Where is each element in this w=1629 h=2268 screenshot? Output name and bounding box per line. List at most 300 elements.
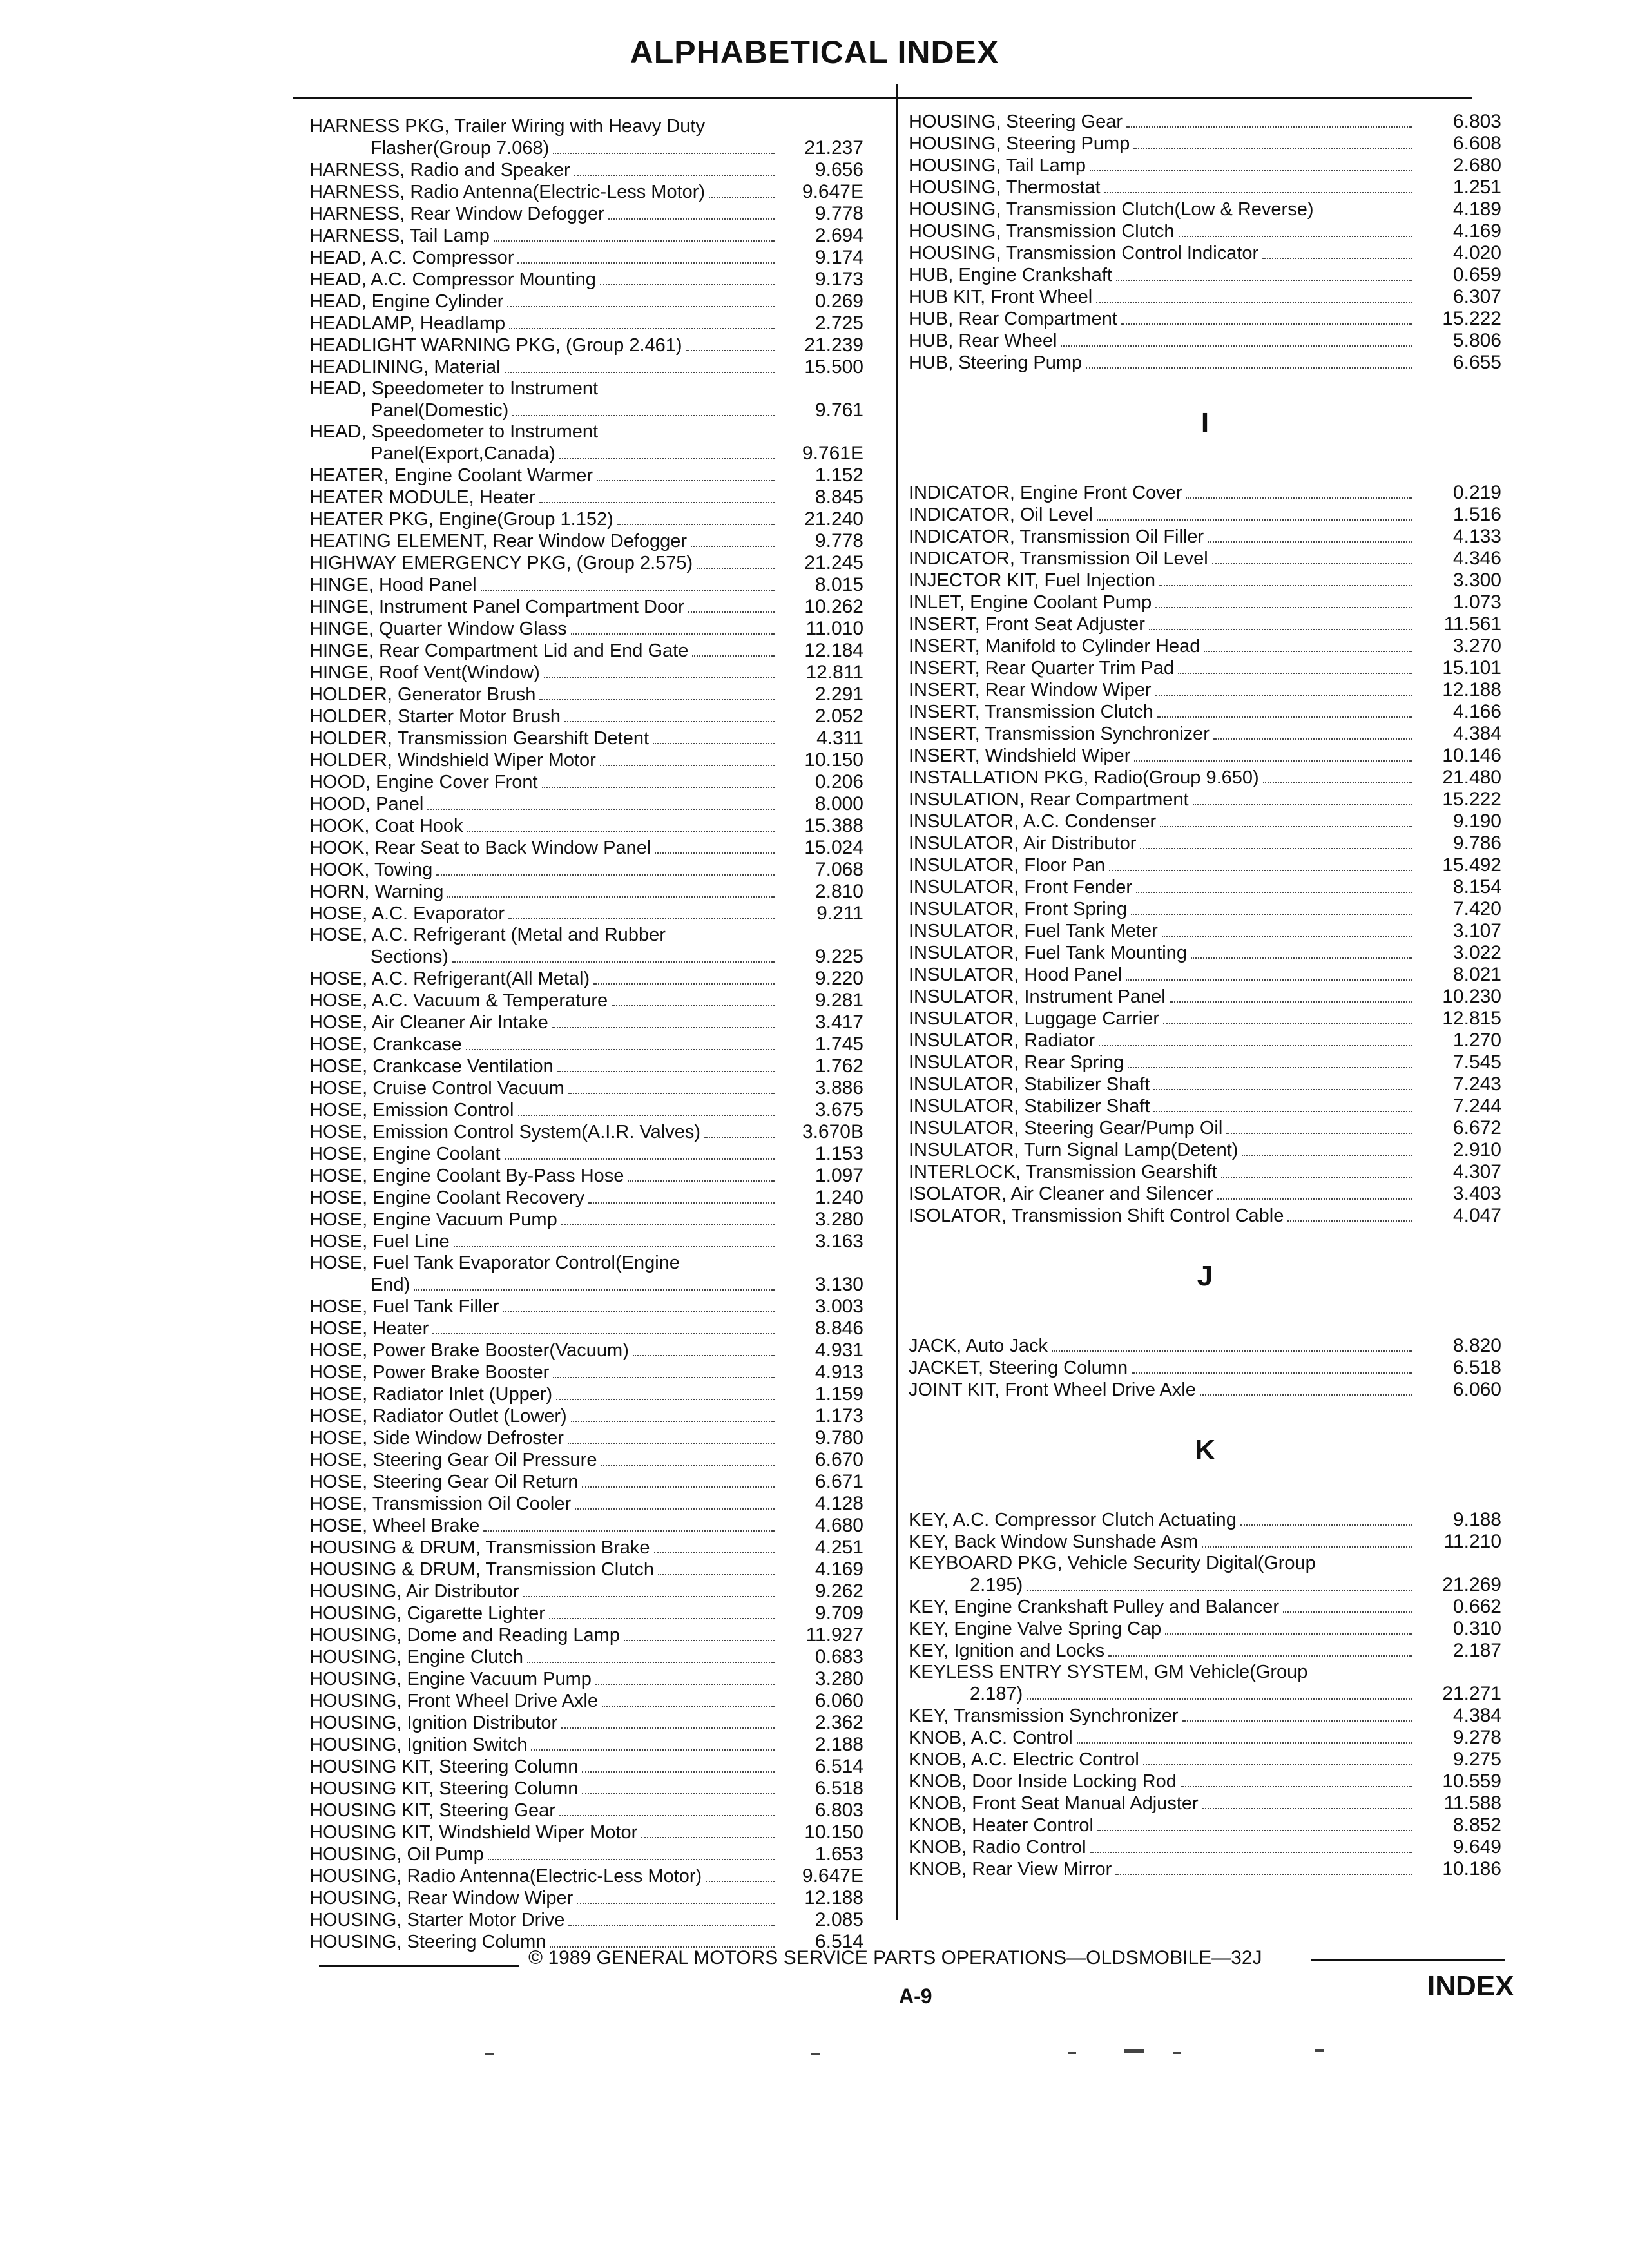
- index-entry: [909, 964, 1501, 986]
- dot-leader: [1126, 979, 1412, 981]
- entry-reference: 0.683: [815, 1646, 863, 1667]
- entry-name: Flasher(Group 7.068): [371, 138, 550, 159]
- entry-reference: 4.189: [1452, 198, 1501, 220]
- entry-reference: 11.561: [1443, 613, 1501, 635]
- entry-reference: 4.346: [1452, 548, 1501, 569]
- entry-reference: 4.128: [815, 1493, 863, 1514]
- dot-leader: [595, 1684, 775, 1685]
- entry-reference: 2.085: [815, 1909, 863, 1930]
- index-entry: [909, 1596, 1501, 1618]
- entry-reference: 8.846: [815, 1318, 863, 1339]
- dot-leader: [588, 1202, 775, 1204]
- dot-leader: [1143, 1764, 1412, 1765]
- index-entry: [309, 727, 863, 749]
- dot-leader: [1155, 695, 1412, 696]
- dot-leader: [508, 918, 775, 919]
- index-entry: [309, 1296, 863, 1318]
- index-entry: [909, 723, 1501, 745]
- entry-name: INSERT, Manifold to Cylinder Head: [909, 636, 1200, 657]
- dot-leader: [1165, 1633, 1412, 1635]
- entry-reference: 9.225: [815, 946, 863, 967]
- entry-name: KEYBOARD PKG, Vehicle Security Digital(Group: [909, 1553, 1316, 1573]
- index-entry: [909, 482, 1501, 504]
- entry-reference: 9.656: [815, 159, 863, 180]
- entry-name: HOSE, Crankcase Ventilation: [309, 1056, 554, 1077]
- index-entry: [309, 1253, 863, 1296]
- index-entry: [309, 1734, 863, 1756]
- entry-name: INSULATOR, Instrument Panel: [909, 986, 1166, 1007]
- dot-leader: [1090, 1852, 1412, 1853]
- index-entry: [909, 220, 1501, 242]
- entry-reference: 6.060: [815, 1690, 863, 1711]
- entry-name: INDICATOR, Transmission Oil Filler: [909, 526, 1204, 547]
- dot-leader: [1134, 760, 1412, 762]
- dot-leader: [467, 831, 775, 832]
- entry-name: Panel(Domestic): [371, 400, 509, 421]
- index-entry: [309, 1143, 863, 1165]
- index-entry: [309, 662, 863, 684]
- dot-leader: [1096, 302, 1412, 303]
- title-rule: [293, 97, 1472, 99]
- entry-name: HEAD, A.C. Compressor Mounting: [309, 269, 596, 290]
- entry-reference: 21.237: [804, 137, 863, 159]
- index-entry: [909, 1640, 1501, 1662]
- entry-name: HUB, Engine Crankshaft: [909, 265, 1112, 285]
- entry-name: INSULATOR, Fuel Tank Meter: [909, 921, 1158, 941]
- scan-speck: [811, 2053, 820, 2055]
- dot-leader: [494, 240, 775, 242]
- entry-name: HOUSING KIT, Steering Column: [309, 1756, 579, 1777]
- index-entry: [309, 378, 863, 421]
- entry-name: HOUSING, Radio Antenna(Electric-Less Motor): [309, 1866, 702, 1887]
- dot-leader: [1208, 541, 1412, 543]
- index-entry: [309, 1537, 863, 1559]
- dot-leader: [1132, 1372, 1412, 1374]
- entry-name: HOUSING, Transmission Control Indicator: [909, 243, 1259, 264]
- entry-reference: 10.262: [804, 596, 863, 617]
- dot-leader: [481, 590, 775, 591]
- index-entry: [909, 1749, 1501, 1771]
- dot-leader: [454, 1246, 775, 1247]
- index-entry: [309, 859, 863, 881]
- index-entry: [309, 1231, 863, 1253]
- entry-reference: 9.647E: [802, 181, 863, 202]
- index-entry: [309, 552, 863, 574]
- entry-reference: 12.188: [804, 1887, 863, 1908]
- index-entry: [309, 1865, 863, 1887]
- entry-reference: 10.146: [1442, 745, 1501, 766]
- dot-leader: [1097, 519, 1412, 521]
- index-entry: [309, 1800, 863, 1821]
- index-entry: [309, 618, 863, 640]
- dot-leader: [539, 699, 775, 700]
- index-entry: [309, 968, 863, 990]
- entry-name: HOSE, Power Brake Booster: [309, 1362, 550, 1383]
- index-entry: [909, 198, 1501, 220]
- index-entry: [309, 225, 863, 247]
- entry-name: HUB, Rear Compartment: [909, 309, 1117, 329]
- entry-name: HUB, Steering Pump: [909, 352, 1083, 373]
- index-entry: [909, 1205, 1501, 1227]
- section-letter: K: [1195, 1434, 1215, 1466]
- entry-name: HEAD, Speedometer to Instrument: [309, 378, 599, 399]
- entry-reference: 11.927: [805, 1624, 863, 1646]
- entry-name: HEAD, Speedometer to Instrument: [309, 421, 599, 442]
- dot-leader: [1263, 782, 1412, 783]
- index-entry: [909, 177, 1501, 198]
- page-title: ALPHABETICAL INDEX: [630, 34, 999, 70]
- index-entry: [909, 1008, 1501, 1030]
- entry-reference: 9.281: [815, 990, 863, 1011]
- entry-reference: 15.388: [804, 815, 863, 836]
- scan-speck: [1315, 2049, 1324, 2052]
- entry-name: Sections): [371, 947, 448, 967]
- entry-name: HOUSING, Engine Clutch: [309, 1647, 524, 1667]
- entry-name: HOSE, A.C. Refrigerant (Metal and Rubber: [309, 925, 666, 945]
- entry-name: INSULATOR, Luggage Carrier: [909, 1008, 1159, 1029]
- entry-name: HOSE, Side Window Defroster: [309, 1428, 564, 1448]
- entry-name: INSERT, Rear Quarter Trim Pad: [909, 658, 1175, 678]
- entry-name: HOUSING, Ignition Switch: [309, 1735, 528, 1755]
- entry-name: HOUSING, Transmission Clutch: [909, 221, 1175, 242]
- dot-leader: [653, 743, 775, 744]
- entry-reference: 9.761E: [802, 443, 863, 464]
- index-entry: [309, 640, 863, 662]
- entry-name: HOLDER, Windshield Wiper Motor: [309, 750, 596, 771]
- entry-reference: 10.230: [1442, 986, 1501, 1007]
- index-entry: [309, 1099, 863, 1121]
- entry-reference: 1.653: [815, 1843, 863, 1865]
- entry-reference: 10.150: [804, 749, 863, 771]
- dot-leader: [553, 1377, 775, 1378]
- entry-reference: 0.310: [1452, 1618, 1501, 1639]
- dot-leader: [452, 961, 775, 963]
- index-entry: [309, 508, 863, 530]
- entry-name: ISOLATOR, Air Cleaner and Silencer: [909, 1184, 1213, 1204]
- entry-name: HOUSING, Steering Column: [309, 1932, 546, 1952]
- entry-name: HOSE, Power Brake Booster(Vacuum): [309, 1340, 629, 1361]
- dot-leader: [1149, 629, 1412, 630]
- entry-reference: 9.211: [816, 903, 863, 924]
- dot-leader: [582, 1793, 775, 1794]
- index-entry: [909, 811, 1501, 832]
- index-entry: [909, 1662, 1501, 1705]
- entry-reference: 9.647E: [802, 1865, 863, 1887]
- entry-name: HOUSING, Steering Gear: [909, 111, 1123, 132]
- dot-leader: [1160, 826, 1412, 827]
- entry-reference: 1.762: [815, 1055, 863, 1077]
- index-entry: [909, 942, 1501, 964]
- entry-reference: 6.060: [1452, 1379, 1501, 1400]
- dot-leader: [1052, 1350, 1412, 1352]
- index-entry: [309, 1209, 863, 1231]
- index-entry: [909, 1161, 1501, 1183]
- dot-leader: [568, 1925, 775, 1926]
- entry-reference: 1.097: [815, 1165, 863, 1186]
- index-entry: [909, 1836, 1501, 1858]
- entry-reference: 12.811: [805, 662, 863, 683]
- entry-reference: 4.020: [1452, 242, 1501, 264]
- entry-name: HOSE, Steering Gear Oil Pressure: [309, 1450, 597, 1470]
- entry-reference: 9.173: [815, 269, 863, 290]
- dot-leader: [523, 1596, 775, 1597]
- index-entry: [909, 1618, 1501, 1640]
- entry-reference: 7.243: [1452, 1073, 1501, 1095]
- dot-leader: [1213, 738, 1412, 740]
- entry-reference: 1.073: [1452, 591, 1501, 613]
- entry-reference: 21.271: [1442, 1683, 1501, 1704]
- entry-name: INSULATOR, Radiator: [909, 1030, 1095, 1051]
- entry-reference: 6.514: [815, 1756, 863, 1777]
- entry-name: HOSE, Wheel Brake: [309, 1515, 480, 1536]
- scan-speck: [1173, 2052, 1181, 2054]
- index-entry: [909, 1792, 1501, 1814]
- entry-name: HOSE, Steering Gear Oil Return: [309, 1472, 579, 1492]
- dot-leader: [1121, 323, 1412, 325]
- entry-name: HOUSING & DRUM, Transmission Clutch: [309, 1559, 654, 1580]
- index-entry: [309, 1165, 863, 1187]
- entry-name: HUB KIT, Front Wheel: [909, 287, 1093, 307]
- entry-reference: 6.307: [1452, 286, 1501, 307]
- index-entry: [909, 986, 1501, 1008]
- index-entry: [309, 684, 863, 706]
- index-entry: [309, 269, 863, 291]
- index-entry: [309, 116, 863, 159]
- entry-name: HOSE, Heater: [309, 1318, 429, 1339]
- dot-leader: [691, 546, 775, 547]
- dot-leader: [432, 1333, 775, 1334]
- entry-name: HINGE, Roof Vent(Window): [309, 662, 540, 683]
- entry-name: JOINT KIT, Front Wheel Drive Axle: [909, 1379, 1196, 1400]
- entry-name: HOOK, Coat Hook: [309, 816, 463, 836]
- dot-leader: [1116, 280, 1412, 281]
- dot-leader: [654, 1552, 775, 1553]
- entry-reference: 1.173: [815, 1405, 863, 1427]
- index-entry: [309, 1646, 863, 1668]
- dot-leader: [600, 765, 775, 766]
- entry-reference: 6.518: [815, 1778, 863, 1799]
- entry-name: HEATER MODULE, Heater: [309, 487, 535, 508]
- entry-name: INSERT, Rear Window Wiper: [909, 680, 1152, 700]
- dot-leader: [1200, 1394, 1412, 1396]
- entry-reference: 15.024: [804, 837, 863, 858]
- entry-name: HARNESS, Radio Antenna(Electric-Less Motor): [309, 182, 706, 202]
- index-entry: [309, 247, 863, 269]
- dot-leader: [692, 655, 775, 657]
- index-entry: [909, 876, 1501, 898]
- dot-leader: [608, 218, 775, 220]
- index-entry: [909, 1858, 1501, 1880]
- index-entry: [309, 1012, 863, 1033]
- entry-name: HOUSING, Ignition Distributor: [309, 1713, 558, 1733]
- dot-leader: [1226, 1133, 1412, 1134]
- entry-reference: 9.174: [815, 247, 863, 268]
- entry-reference: 3.022: [1452, 942, 1501, 963]
- entry-name: INTERLOCK, Transmission Gearshift: [909, 1162, 1217, 1182]
- entry-name: INSULATOR, Floor Pan: [909, 855, 1106, 876]
- entry-reference: 21.239: [804, 334, 863, 356]
- column-divider: [896, 84, 898, 1920]
- index-entry: [909, 1509, 1501, 1531]
- dot-leader: [1131, 914, 1412, 915]
- index-entry: [309, 749, 863, 771]
- index-entry: [909, 854, 1501, 876]
- entry-name: HORN, Warning: [309, 881, 444, 902]
- entry-reference: 4.166: [1452, 701, 1501, 722]
- entry-name: HOSE, Radiator Inlet (Upper): [309, 1384, 553, 1405]
- index-entry: [909, 832, 1501, 854]
- entry-name: INSULATOR, Front Spring: [909, 899, 1127, 919]
- index-entry: [309, 1712, 863, 1734]
- left-column: [309, 116, 863, 1953]
- entry-reference: 6.608: [1452, 133, 1501, 154]
- entry-name: KNOB, Door Inside Locking Rod: [909, 1771, 1177, 1792]
- entry-reference: 8.000: [815, 793, 863, 814]
- entry-name: HOSE, A.C. Evaporator: [309, 903, 505, 924]
- dot-leader: [1133, 148, 1412, 149]
- dot-leader: [1179, 236, 1412, 237]
- dot-leader: [686, 350, 775, 351]
- dot-leader: [628, 1180, 775, 1182]
- index-entry: [309, 1624, 863, 1646]
- entry-reference: 15.101: [1442, 657, 1501, 678]
- entry-reference: 6.672: [1452, 1117, 1501, 1139]
- entry-reference: 4.047: [1452, 1205, 1501, 1226]
- entry-reference: 4.680: [815, 1515, 863, 1536]
- index-entry: [909, 1139, 1501, 1161]
- index-entry: [309, 1033, 863, 1055]
- entry-name: End): [371, 1274, 410, 1295]
- entry-name: HOSE, Emission Control: [309, 1100, 514, 1120]
- entry-name: JACKET, Steering Column: [909, 1358, 1128, 1378]
- entry-name: HARNESS, Tail Lamp: [309, 226, 490, 246]
- entry-reference: 5.806: [1452, 330, 1501, 351]
- index-entry: [309, 1493, 863, 1515]
- entry-name: HOUSING, Thermostat: [909, 177, 1101, 198]
- page-number: A-9: [899, 1984, 932, 2008]
- entry-name: INSULATOR, Steering Gear/Pump Oil: [909, 1118, 1223, 1139]
- entry-reference: 9.778: [815, 530, 863, 552]
- dot-leader: [1128, 1067, 1412, 1068]
- index-entry: [909, 242, 1501, 264]
- index-entry: [309, 181, 863, 203]
- dot-leader: [612, 1005, 775, 1006]
- entry-name: HOSE, Engine Vacuum Pump: [309, 1209, 557, 1230]
- index-entry: [909, 1117, 1501, 1139]
- dot-leader: [1090, 170, 1412, 171]
- entry-reference: 12.184: [804, 640, 863, 661]
- entry-reference: 21.480: [1442, 767, 1501, 788]
- index-entry: [309, 1821, 863, 1843]
- index-entry: [309, 1383, 863, 1405]
- index-entry: [309, 1756, 863, 1778]
- entry-reference: 8.820: [1452, 1335, 1501, 1356]
- dot-leader: [488, 1859, 775, 1860]
- entry-reference: 15.222: [1442, 789, 1501, 810]
- index-entry: [309, 1340, 863, 1361]
- entry-reference: 6.671: [815, 1471, 863, 1492]
- index-entry: [909, 745, 1501, 767]
- index-entry: [309, 596, 863, 618]
- entry-name: HARNESS, Rear Window Defogger: [309, 204, 604, 224]
- dot-leader: [1202, 1808, 1412, 1809]
- entry-reference: 15.492: [1442, 854, 1501, 876]
- entry-reference: 2.694: [815, 225, 863, 246]
- entry-name: ISOLATOR, Transmission Shift Control Cable: [909, 1206, 1284, 1226]
- entry-reference: 9.761: [815, 399, 863, 421]
- entry-name: HOUSING KIT, Windshield Wiper Motor: [309, 1822, 638, 1843]
- index-entry: [309, 486, 863, 508]
- entry-name: HINGE, Quarter Window Glass: [309, 619, 567, 639]
- index-entry: [309, 291, 863, 312]
- entry-reference: 2.680: [1452, 155, 1501, 176]
- entry-reference: 1.159: [815, 1383, 863, 1405]
- entry-name: HOOK, Towing: [309, 860, 433, 880]
- entry-name: KNOB, A.C. Control: [909, 1727, 1073, 1748]
- entry-name: INSULATOR, Air Distributor: [909, 833, 1137, 854]
- index-entry: [909, 504, 1501, 526]
- dot-leader: [414, 1289, 775, 1291]
- entry-name: HOSE, Fuel Tank Evaporator Control(Engine: [309, 1253, 680, 1273]
- entry-reference: 9.786: [1452, 832, 1501, 854]
- dot-leader: [527, 1662, 775, 1663]
- entry-reference: 9.188: [1452, 1509, 1501, 1530]
- dot-leader: [1163, 1023, 1412, 1024]
- entry-name: INSULATOR, Fuel Tank Mounting: [909, 943, 1187, 963]
- dot-leader: [1191, 957, 1412, 959]
- dot-leader: [1155, 607, 1412, 608]
- entry-reference: 9.275: [1452, 1749, 1501, 1770]
- entry-reference: 1.153: [815, 1143, 863, 1164]
- index-entry: [309, 1055, 863, 1077]
- dot-leader: [577, 1903, 775, 1904]
- index-entry: [309, 706, 863, 727]
- entry-name: HOSE, Air Cleaner Air Intake: [309, 1012, 548, 1033]
- index-entry: [309, 530, 863, 552]
- dot-leader: [436, 874, 775, 876]
- entry-reference: 3.417: [815, 1012, 863, 1033]
- index-entry: [309, 925, 863, 968]
- entry-name: HOSE, Fuel Tank Filler: [309, 1296, 499, 1317]
- index-entry: [309, 1559, 863, 1581]
- entry-name: HOUSING, Rear Window Wiper: [309, 1888, 574, 1908]
- entry-name: HOSE, Engine Coolant Recovery: [309, 1187, 585, 1208]
- entry-reference: 4.169: [815, 1559, 863, 1580]
- entry-name: HOUSING, Dome and Reading Lamp: [309, 1625, 620, 1646]
- entry-name: HINGE, Instrument Panel Compartment Door: [309, 597, 684, 617]
- dot-leader: [1108, 1655, 1412, 1657]
- entry-name: HOSE, A.C. Refrigerant(All Metal): [309, 968, 590, 989]
- index-entry: [909, 548, 1501, 570]
- index-entry: [309, 793, 863, 815]
- entry-reference: 10.186: [1442, 1858, 1501, 1879]
- dot-leader: [617, 524, 775, 525]
- entry-reference: 4.913: [815, 1361, 863, 1383]
- index-entry: [309, 990, 863, 1012]
- entry-reference: 8.154: [1452, 876, 1501, 898]
- entry-name: HOUSING KIT, Steering Gear: [309, 1800, 555, 1821]
- entry-reference: 3.280: [815, 1668, 863, 1689]
- index-entry: [909, 1814, 1501, 1836]
- dot-leader: [1240, 1524, 1412, 1526]
- entry-reference: 1.251: [1452, 177, 1501, 198]
- entry-name: KNOB, Radio Control: [909, 1837, 1086, 1858]
- entry-reference: 9.780: [815, 1427, 863, 1448]
- entry-reference: 6.655: [1452, 352, 1501, 373]
- dot-leader: [1159, 585, 1412, 586]
- dot-leader: [1170, 1001, 1412, 1003]
- entry-reference: 9.262: [815, 1581, 863, 1602]
